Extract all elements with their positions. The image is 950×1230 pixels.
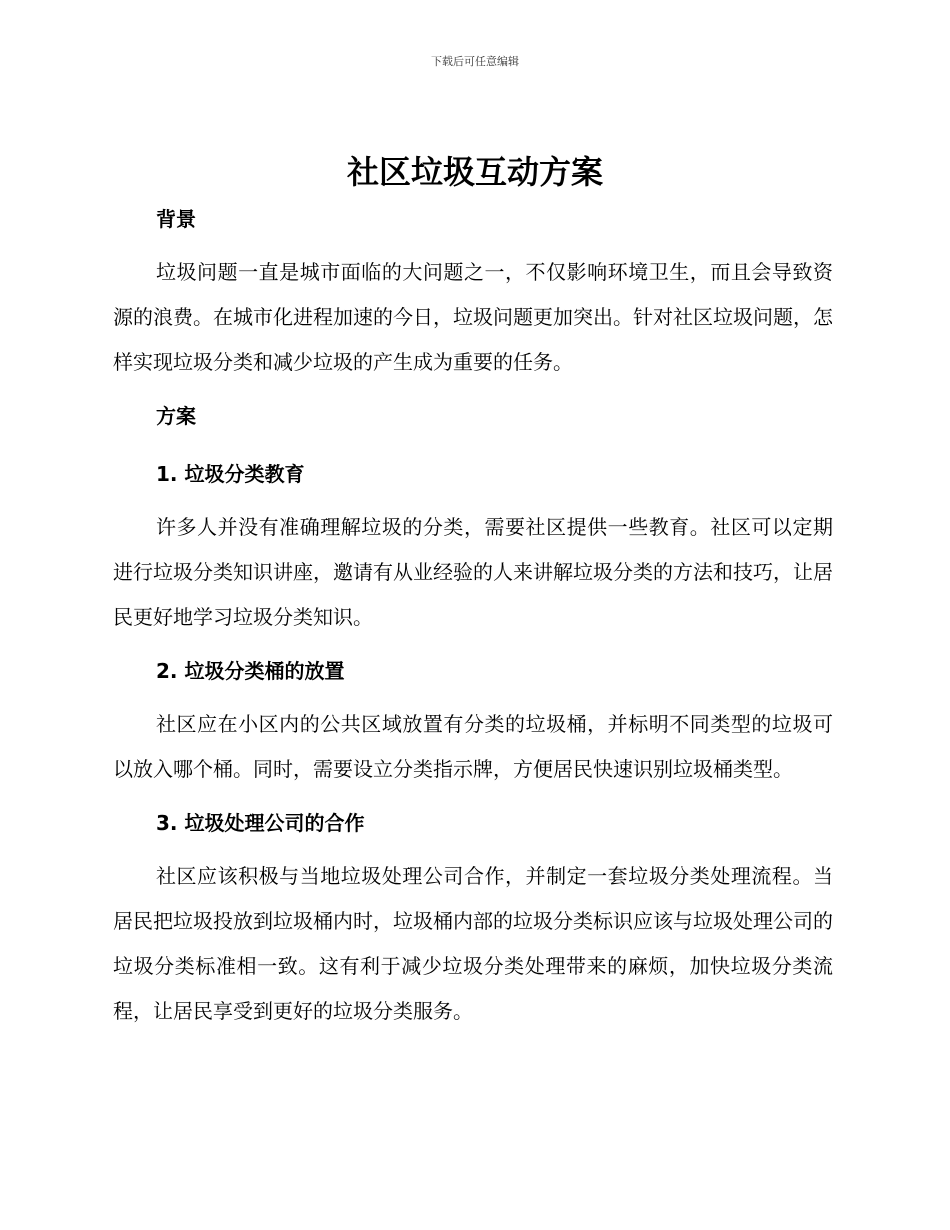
- paragraph-background: 垃圾问题一直是城市面临的大问题之一，不仅影响环境卫生，而且会导致资源的浪费。在城市化进程加速的今日，垃圾问题更加突出。针对社区垃圾问题，怎样实现垃圾分类和减少垃圾的产生成为重要的任务。: [113, 260, 833, 374]
- subheading-item-3: 3. 垃圾处理公司的合作: [156, 811, 365, 835]
- subheading-item-2: 2. 垃圾分类桶的放置: [156, 659, 345, 683]
- paragraph-item-3: 社区应该积极与当地垃圾处理公司合作，并制定一套垃圾分类处理流程。当居民把垃圾投放到垃圾桶内时，垃圾桶内部的垃圾分类标识应该与垃圾处理公司的垃圾分类标准相一致。这有利于减少垃圾分类处理带来的麻烦，加快垃圾分类流程，让居民享受到更好的垃圾分类服务。: [113, 864, 833, 1023]
- section-heading-background: 背景: [156, 207, 196, 231]
- document-title: 社区垃圾互动方案: [346, 153, 603, 191]
- document-body: [113, 204, 833, 1034]
- section-heading-plan: 方案: [156, 404, 196, 428]
- subheading-item-1: 1. 垃圾分类教育: [156, 462, 305, 486]
- header-note: 下载后可任意编辑: [431, 55, 519, 68]
- paragraph-item-2: 社区应在小区内的公共区域放置有分类的垃圾桶，并标明不同类型的垃圾可以放入哪个桶。同时，需要设立分类指示牌，方便居民快速识别垃圾桶类型。: [113, 712, 833, 781]
- paragraph-item-1: 许多人并没有准确理解垃圾的分类，需要社区提供一些教育。社区可以定期进行垃圾分类知识讲座，邀请有从业经验的人来讲解垃圾分类的方法和技巧，让居民更好地学习垃圾分类知识。: [113, 515, 833, 629]
